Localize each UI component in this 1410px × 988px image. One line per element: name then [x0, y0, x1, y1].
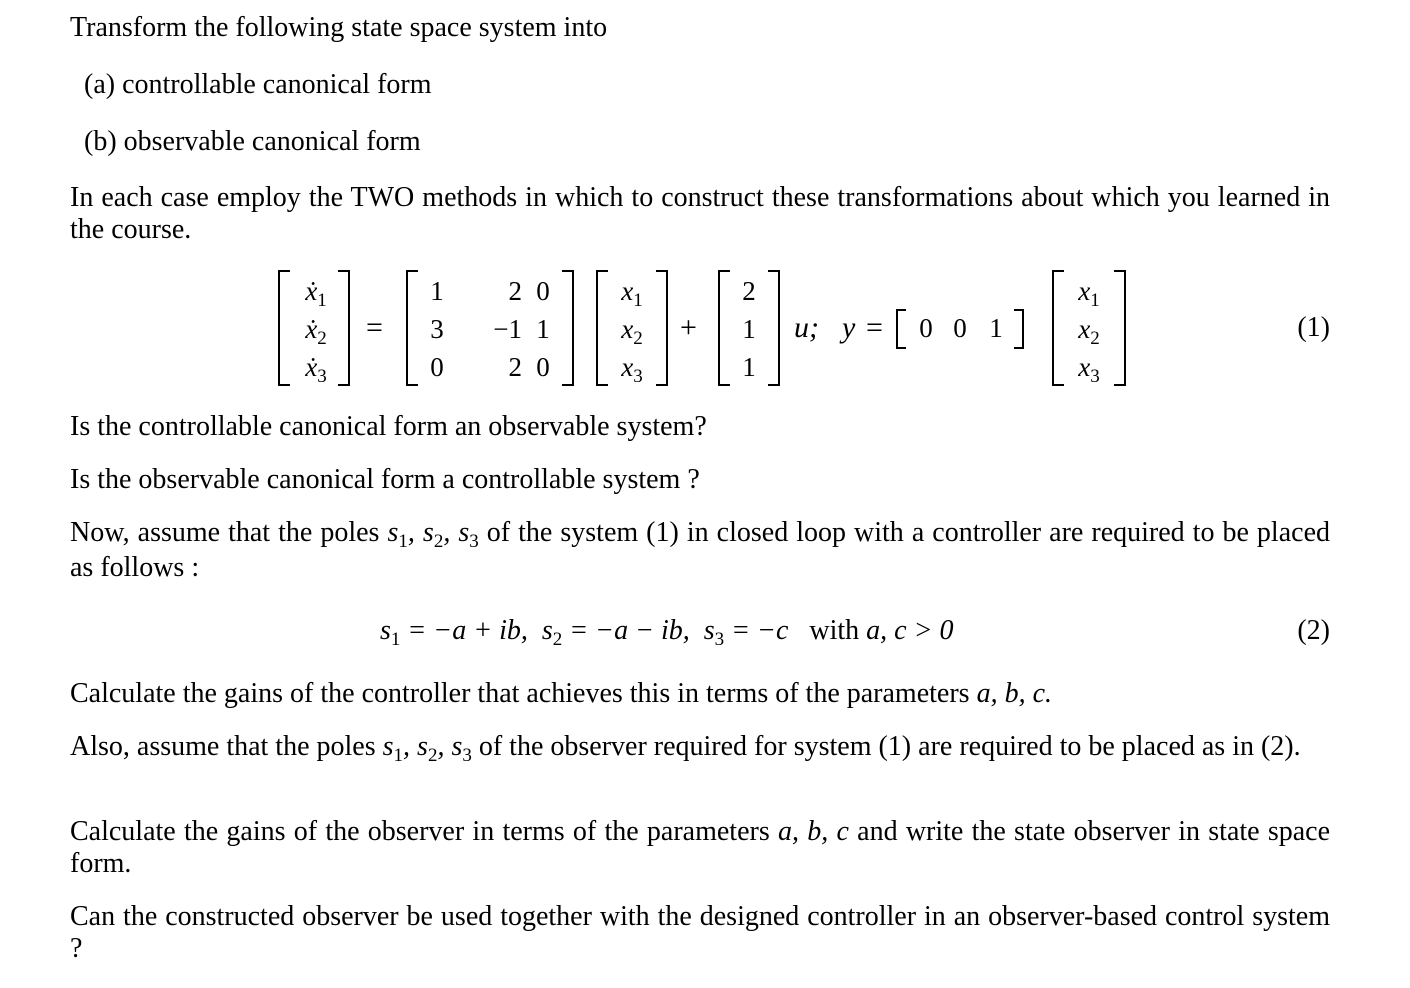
poles-paragraph: Now, assume that the poles $s_1$, $s_2$, $s_3$ of the system (1) in closed loop with a controller are required to be placed as follows :	[70, 517, 1330, 583]
state-entry: $x_1$	[1078, 276, 1100, 311]
question-observable: Is the observable canonical form a controllable system ?	[70, 464, 700, 495]
gains-question: Calculate the gains of the controller that achieves this in terms of the parameters a, b, c.	[70, 678, 1053, 709]
matrix-b-cell: 1	[742, 314, 756, 344]
matrix-a-cell: 0	[430, 352, 444, 382]
state-vector	[596, 270, 668, 386]
matrix-a-cell: 3	[430, 314, 444, 344]
equation-2-number: (2)	[1297, 615, 1330, 646]
output-state-vector	[1052, 270, 1126, 386]
item-a: (a) controllable canonical form	[84, 69, 432, 100]
matrix-b	[718, 270, 780, 386]
state-entry: $x_1$	[621, 276, 643, 311]
y-equals-sign: =	[866, 311, 883, 344]
observer-gains-paragraph: Calculate the gains of the observer in terms of the parameters a, b, c and write the state observer in state space form.	[70, 816, 1331, 879]
input-u: u;	[794, 311, 819, 344]
question-controllable: Is the controllable canonical form an observable system?	[70, 411, 707, 442]
lhs-entry: ẋ$_1$	[305, 276, 327, 311]
state-entry: $x_2$	[1078, 314, 1100, 349]
final-question: Can the constructed observer be used together with the designed controller in an observer-based control system ?	[70, 901, 1330, 964]
matrix-c	[896, 309, 1024, 347]
equation-1-number: (1)	[1297, 312, 1330, 343]
matrix-a-cell: 1	[430, 276, 444, 306]
plus-sign: +	[680, 311, 697, 344]
matrix-c-cell: 0	[919, 313, 933, 343]
matrix-a-cell: 0	[536, 352, 550, 382]
methods-paragraph: In each case employ the TWO methods in which to construct these transformations about which you learned in the course.	[70, 182, 1330, 245]
matrix-a-cell: 0	[536, 276, 550, 306]
state-entry: $x_3$	[621, 352, 643, 387]
intro-text: Transform the following state space system into	[70, 12, 608, 43]
equation-2: $s_1 = -a$ + ib, $s_2 = -a$ − ib, $s_3 = -c$ with a, c > 0	[380, 615, 954, 650]
lhs-entry: ẋ$_3$	[305, 352, 327, 387]
matrix-c-cell: 0	[953, 313, 967, 343]
lhs-entry: ẋ$_2$	[305, 314, 327, 349]
equals-sign: =	[366, 311, 383, 344]
state-entry: $x_2$	[621, 314, 643, 349]
matrix-a-cell: 2	[508, 276, 522, 306]
matrix-b-cell: 1	[742, 352, 756, 382]
output-y: y	[842, 311, 856, 344]
matrix-c-cell: 1	[989, 313, 1003, 343]
matrix-a-cell: 1	[536, 314, 550, 344]
matrix-a-cell: −1	[493, 314, 522, 344]
matrix-b-cell: 2	[742, 276, 756, 306]
matrix-a	[406, 270, 574, 386]
matrix-a-cell: 2	[508, 352, 522, 382]
state-entry: $x_3$	[1078, 352, 1100, 387]
item-b: (b) observable canonical form	[84, 126, 421, 157]
lhs-vector	[278, 270, 350, 386]
observer-poles-paragraph: Also, assume that the poles $s_1$, $s_2$, $s_3$ of the observer required for system (1) are required to be placed as in (2).	[70, 731, 1301, 766]
